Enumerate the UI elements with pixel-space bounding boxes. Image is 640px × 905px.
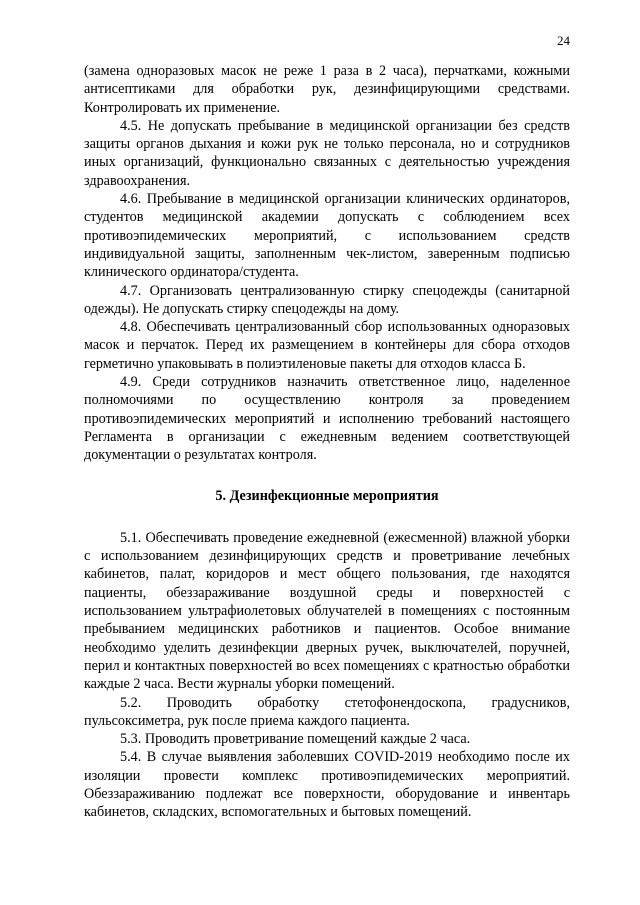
paragraph-4-8: 4.8. Обеспечивать централизованный сбор использованных одноразовых масок и перчаток. Перед их размещением в контейнеры для сбора отходов герметично упаковывать в полиэтиленовые пакеты для отходов класса Б.	[84, 319, 570, 372]
document-body	[84, 62, 570, 822]
paragraph-5-1: 5.1. Обеспечивать проведение ежедневной (ежесменной) влажной уборки с использованием дезинфицирующих средств и проветривание лечебных кабинетов, палат, коридоров и мест общего пользования, где находятся пациенты, обеззараживание воздушной среды и поверхностей с использованием ультрафиолетовых облучателей в помещениях с постоянным пребыванием медицинских работников и пациентов. Особое внимание необходимо уделить дезинфекции дверных ручек, выключателей, поручней, перил и контактных поверхностей во всех помещениях с кратностью обработки каждые 2 часа. Вести журналы уборки помещений.	[84, 529, 570, 693]
page-number: 24	[557, 33, 570, 48]
paragraph-5-2: 5.2. Проводить обработку стетофонендоскопа, градусников, пульсоксиметра, рук после приема каждого пациента.	[84, 694, 570, 729]
paragraph-4-5: 4.5. Не допускать пребывание в медицинской организации без средств защиты органов дыхания и кожи рук не только персонала, но и сотрудников иных организаций, функционально связанных с деятельностью учреждения здравоохранения.	[84, 117, 570, 189]
paragraph-5-3: 5.3. Проводить проветривание помещений каждые 2 часа.	[120, 731, 471, 748]
paragraph-4-9: 4.9. Среди сотрудников назначить ответственное лицо, наделенное полномочиями по осуществлению контроля за проведением противоэпидемических мероприятий и исполнению требований настоящего Регламента в организации с ежедневным ведением соответствующей документации о результатах контроля.	[84, 374, 570, 464]
paragraph-5-4: 5.4. В случае выявления заболевших COVID-2019 необходимо после их изоляции провести комплекс противоэпидемических мероприятий. Обеззараживанию подлежат все поверхности, оборудование и инвентарь кабинетов, складских, вспомогательных и бытовых помещений.	[84, 749, 570, 821]
paragraph-continuation: (замена одноразовых масок не реже 1 раза в 2 часа), перчатками, кожными антисептиками для обработки рук, дезинфицирующими средствами. Контролировать их применение.	[84, 63, 570, 116]
section-heading: 5. Дезинфекционные мероприятия	[215, 487, 439, 504]
paragraph-4-6: 4.6. Пребывание в медицинской организации клинических ординаторов, студентов медицинской академии допускать с соблюдением всех противоэпидемических мероприятий, с использованием средств индивидуальной защиты, заполненным чек-листом, заверенным подписью клинического ординатора/студента.	[84, 191, 570, 281]
paragraph-4-7: 4.7. Организовать централизованную стирку спецодежды (санитарной одежды). Не допускать стирку спецодежды на дому.	[84, 282, 570, 317]
